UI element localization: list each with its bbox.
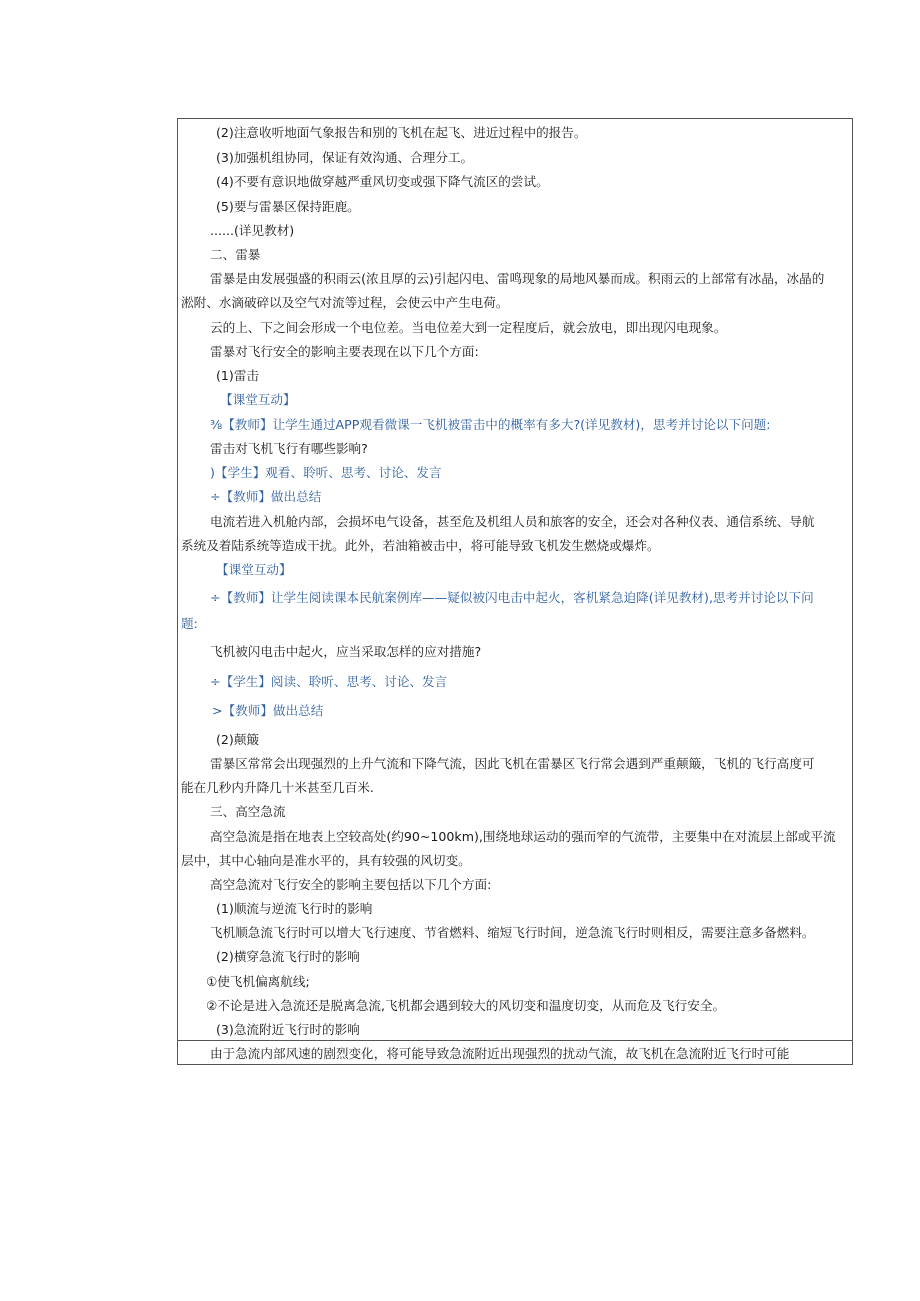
- text-line: (1)雷击: [216, 368, 260, 383]
- teacher-line: ⅜【教师】让学生通过APP观看微课一飞机被雷击中的概率有多大?(详见教材)，思考并讨论以下问题:: [210, 417, 771, 432]
- teacher-line: 题:: [181, 616, 198, 631]
- teacher-line: ÷【教师】让学生阅读课本民航案例库——疑似被闪电击中起火，客机紧急迫降(详见教材),思考并讨论以下问: [210, 590, 814, 605]
- content-table: [177, 118, 853, 1065]
- text-line: 雷暴是由发展强盛的积雨云(浓且厚的云)引起闪电、雷鸣现象的局地风暴而成。积雨云的上部常有冰晶，冰晶的: [210, 271, 825, 286]
- text-line: ①使飞机偏离航线;: [206, 974, 310, 989]
- text-line: 系统及着陆系统等造成干扰。此外，若油箱被击中，将可能导致飞机发生燃烧或爆炸。: [181, 538, 660, 553]
- student-line: )【学生】观看、聆听、思考、讨论、发言: [210, 465, 442, 480]
- section-heading: 二、雷暴: [210, 247, 261, 262]
- text-line: (5)要与雷暴区保持距鹿。: [216, 199, 360, 214]
- text-line: 电流若进入机舱内部，会损坏电气设备，甚至危及机组人员和旅客的安全，还会对各种仪表、通信系统、导航: [210, 514, 815, 529]
- text-line: 层中，其中心轴向是准水平的，具有较强的风切变。: [181, 853, 471, 868]
- text-line: 飞机被闪电击中起火，应当采取怎样的应对措施?: [210, 644, 482, 659]
- text-line: 能在几秒内升降几十米甚至几百米.: [181, 780, 374, 795]
- student-line: ÷【学生】阅读、聆听、思考、讨论、发言: [210, 674, 448, 689]
- text-line: 雷暴区常常会出现强烈的上升气流和下降气流，因此飞机在雷暴区飞行常会遇到严重颠簸，飞机的飞行高度可: [210, 756, 815, 771]
- text-line: ......(详见教材): [210, 223, 295, 238]
- text-line: 飞机顺急流飞行时可以增大飞行速度、节省燃料、缩短飞行时间，逆急流飞行时则相反，需要注意多备燃料。: [210, 925, 815, 940]
- text-line: (2)注意收听地面气象报告和别的飞机在起飞、进近过程中的报告。: [216, 125, 587, 140]
- teacher-line: >【教师】做出总结: [212, 703, 324, 718]
- text-line: (2)横穿急流飞行时的影响: [216, 949, 360, 964]
- interaction-heading: 【课堂互动】: [216, 562, 292, 577]
- text-line: ②不论是进入急流还是脱离急流,飞机都会遇到较大的风切变和温度切变，从而危及飞行安全。: [206, 998, 726, 1013]
- text-line: (3)急流附近飞行时的影响: [216, 1022, 360, 1037]
- text-line: (3)加强机组协同，保证有效沟通、合理分工。: [216, 150, 474, 165]
- text-line: (4)不要有意识地做穿越严重风切变或强下降气流区的尝试。: [216, 174, 549, 189]
- teacher-line: ÷【教师】做出总结: [210, 489, 322, 504]
- text-line: 高空急流是指在地表上空较高处(约90~100km),围绕地球运动的强而窄的气流带，主要集中在对流层上部或平流: [210, 829, 836, 844]
- text-line: 淞附、水滴破碎以及空气对流等过程，会使云中产生电荷。: [181, 295, 509, 310]
- text-line: 雷击对飞机飞行有哪些影响?: [210, 441, 368, 456]
- interaction-heading: 【课堂互动】: [220, 392, 296, 407]
- section-heading: 三、高空急流: [210, 804, 286, 819]
- text-line: 雷暴对飞行安全的影响主要表现在以下几个方面:: [210, 344, 479, 359]
- text-line: (1)顺流与逆流飞行时的影响: [216, 901, 373, 916]
- table-row-divider: [178, 1040, 852, 1041]
- text-line: 云的上、下之间会形成一个电位差。当电位差大到一定程度后，就会放电，即出现闪电现象。: [210, 320, 727, 335]
- text-line: 高空急流对飞行安全的影响主要包括以下几个方面:: [210, 877, 492, 892]
- text-line: 由于急流内部风速的剧烈变化，将可能导致急流附近出现强烈的扰动气流，故飞机在急流附近飞行时可能: [210, 1046, 790, 1061]
- text-line: (2)颠簸: [216, 732, 260, 747]
